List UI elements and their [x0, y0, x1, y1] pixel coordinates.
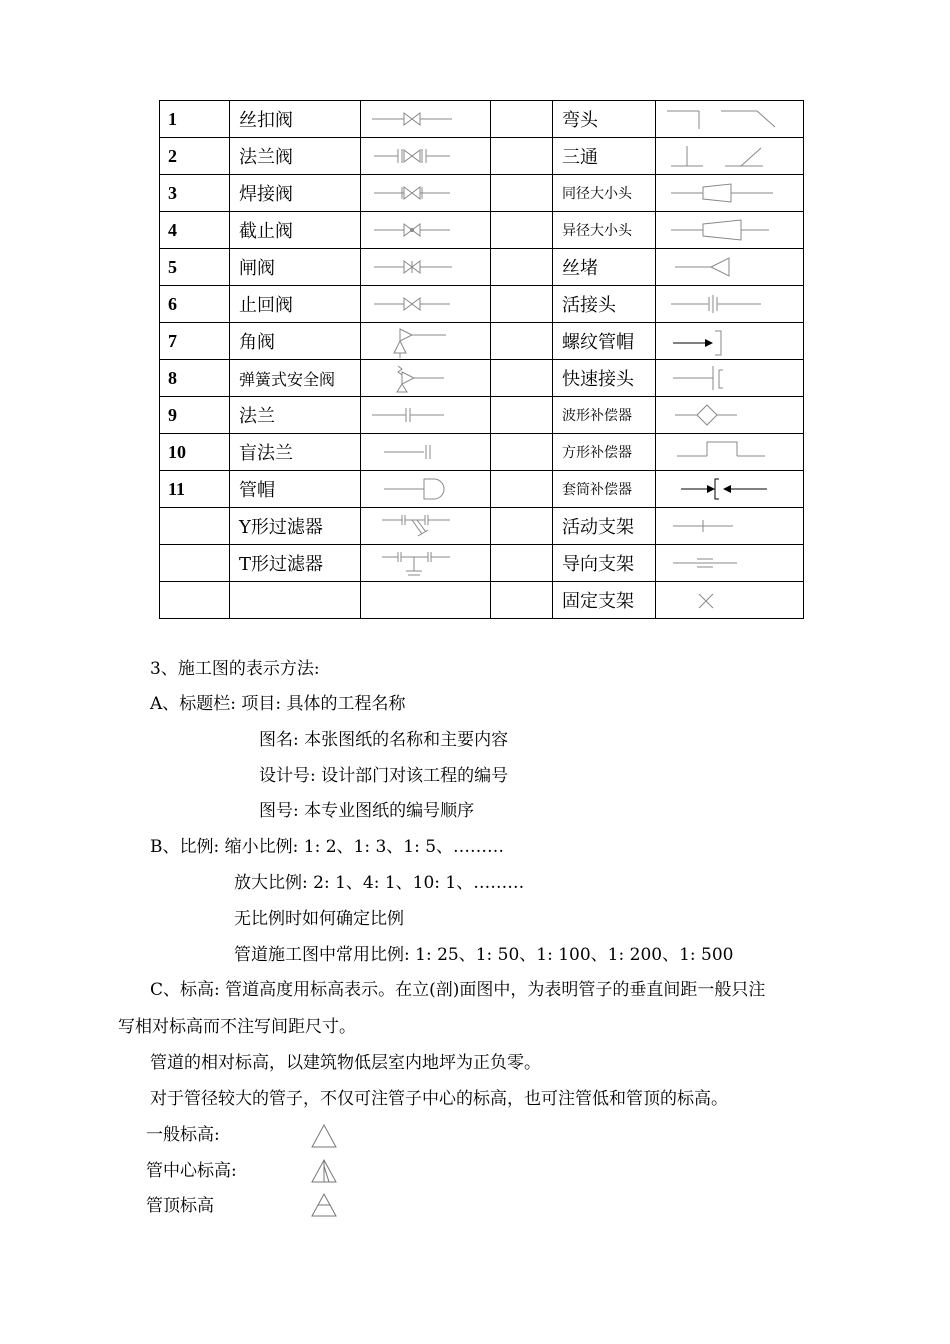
- right-symbol-name: 异径大小头: [553, 212, 656, 249]
- empty-cell: [491, 508, 553, 545]
- right-symbol-name: 丝堵: [553, 249, 656, 286]
- title-block-drawing-no: 图号: 本专业图纸的编号顺序: [259, 801, 475, 821]
- sliding-support-icon: [657, 508, 803, 544]
- row-number: 5: [160, 249, 230, 286]
- empty-cell: [491, 434, 553, 471]
- symbol-table-row: [160, 545, 804, 582]
- pipe-symbol-table: [159, 100, 804, 619]
- left-symbol-name: 丝扣阀: [230, 101, 361, 138]
- right-symbol-name: 快速接头: [553, 360, 656, 397]
- union-icon: [657, 286, 803, 322]
- square-compensator-icon: [657, 434, 803, 470]
- row-number: 2: [160, 138, 230, 175]
- left-symbol-cell: [361, 212, 491, 249]
- scale-common: 管道施工图中常用比例: 1: 25、1: 50、1: 100、1: 200、1: 500: [234, 945, 734, 965]
- title-block-item: A、标题栏: 项目: 具体的工程名称: [150, 694, 406, 714]
- left-symbol-cell: [361, 323, 491, 360]
- title-block-drawing-name: 图名: 本张图纸的名称和主要内容: [259, 730, 509, 750]
- right-symbol-name: 活动支架: [553, 508, 656, 545]
- check-valve-icon: [362, 286, 490, 322]
- row-number: 7: [160, 323, 230, 360]
- flange-icon: [362, 397, 490, 433]
- left-symbol-cell: [361, 582, 491, 619]
- right-symbol-name: 导向支架: [553, 545, 656, 582]
- y-strainer-icon: [362, 508, 490, 544]
- right-symbol-cell: [656, 323, 804, 360]
- left-symbol-name: T形过滤器: [230, 545, 361, 582]
- empty-cell: [491, 397, 553, 434]
- right-symbol-name: 固定支架: [553, 582, 656, 619]
- left-symbol-cell: [361, 286, 491, 323]
- empty-cell: [491, 249, 553, 286]
- right-symbol-cell: [656, 138, 804, 175]
- right-symbol-cell: [656, 212, 804, 249]
- t-strainer-icon: [362, 545, 490, 581]
- right-symbol-cell: [656, 434, 804, 471]
- left-symbol-name: [230, 582, 361, 619]
- row-number: [160, 545, 230, 582]
- symbol-table-row: [160, 286, 804, 323]
- left-symbol-cell: [361, 545, 491, 582]
- left-symbol-name: 弹簧式安全阀: [230, 360, 361, 397]
- right-symbol-cell: [656, 360, 804, 397]
- empty-cell: [491, 582, 553, 619]
- symbol-table-row: [160, 397, 804, 434]
- symbol-table-row: [160, 508, 804, 545]
- left-symbol-cell: [361, 249, 491, 286]
- title-block-design-no: 设计号: 设计部门对该工程的编号: [259, 766, 509, 786]
- empty-cell: [491, 360, 553, 397]
- symbol-table-row: [160, 212, 804, 249]
- concentric-reducer-icon: [657, 175, 803, 211]
- elevation-large-pipe: 对于管径较大的管子，不仅可注管子中心的标高，也可注管低和管顶的标高。: [150, 1089, 728, 1109]
- empty-cell: [491, 323, 553, 360]
- elevation-para-line1: C、标高: 管道高度用标高表示。在立(剖)面图中，为表明管子的垂直间距一般只注: [150, 980, 766, 1000]
- left-symbol-name: 法兰阀: [230, 138, 361, 175]
- safety-valve-icon: [362, 360, 490, 396]
- right-symbol-cell: [656, 471, 804, 508]
- flanged-valve-icon: [362, 138, 490, 174]
- right-symbol-cell: [656, 397, 804, 434]
- row-number: 3: [160, 175, 230, 212]
- right-symbol-name: 螺纹管帽: [553, 323, 656, 360]
- symbol-table-row: [160, 249, 804, 286]
- row-number: 8: [160, 360, 230, 397]
- left-symbol-name: 盲法兰: [230, 434, 361, 471]
- left-symbol-name: 焊接阀: [230, 175, 361, 212]
- section-heading: 3、施工图的表示方法:: [150, 659, 320, 679]
- row-number: 11: [160, 471, 230, 508]
- symbol-table-row: [160, 471, 804, 508]
- guide-support-icon: [657, 545, 803, 581]
- row-number: 1: [160, 101, 230, 138]
- right-symbol-name: 波形补偿器: [553, 397, 656, 434]
- right-symbol-cell: [656, 101, 804, 138]
- left-symbol-name: 止回阀: [230, 286, 361, 323]
- symbol-table-row: [160, 434, 804, 471]
- quick-coupling-icon: [657, 360, 803, 396]
- empty-cell: [491, 101, 553, 138]
- left-symbol-cell: [361, 175, 491, 212]
- bellows-compensator-icon: [657, 397, 803, 433]
- empty-cell: [491, 138, 553, 175]
- scale-enlargement: 放大比例: 2: 1、4: 1、10: 1、………: [234, 873, 525, 893]
- symbol-table-row: [160, 175, 804, 212]
- threaded-cap-icon: [657, 323, 803, 359]
- empty-cell: [491, 212, 553, 249]
- left-symbol-name: 法兰: [230, 397, 361, 434]
- empty-cell: [491, 471, 553, 508]
- elevation-relative-zero: 管道的相对标高，以建筑物低层室内地坪为正负零。: [150, 1053, 541, 1073]
- welded-valve-icon: [362, 175, 490, 211]
- left-symbol-cell: [361, 101, 491, 138]
- left-symbol-cell: [361, 508, 491, 545]
- angle-valve-icon: [362, 323, 490, 359]
- center-elevation-icon: [309, 1157, 339, 1185]
- empty-cell: [491, 286, 553, 323]
- plug-icon: [657, 249, 803, 285]
- symbol-table-row: [160, 360, 804, 397]
- tee-icon: [657, 138, 803, 174]
- symbol-table-row: [160, 582, 804, 619]
- right-symbol-name: 同径大小头: [553, 175, 656, 212]
- globe-valve-icon: [362, 212, 490, 248]
- blind-flange-icon: [362, 434, 490, 470]
- right-symbol-name: 套筒补偿器: [553, 471, 656, 508]
- left-symbol-name: 截止阀: [230, 212, 361, 249]
- gate-valve-icon: [362, 249, 490, 285]
- elevation-center-label: 管中心标高:: [146, 1161, 237, 1181]
- right-symbol-cell: [656, 582, 804, 619]
- symbol-table-row: [160, 323, 804, 360]
- elevation-top-label: 管顶标高: [146, 1196, 214, 1216]
- right-symbol-cell: [656, 175, 804, 212]
- empty-cell: [491, 175, 553, 212]
- general-elevation-icon: [309, 1122, 339, 1150]
- left-symbol-name: 角阀: [230, 323, 361, 360]
- fixed-support-icon: [657, 582, 803, 618]
- row-number: 6: [160, 286, 230, 323]
- symbol-table-row: [160, 101, 804, 138]
- row-number: 4: [160, 212, 230, 249]
- left-symbol-cell: [361, 397, 491, 434]
- row-number: 9: [160, 397, 230, 434]
- row-number: [160, 508, 230, 545]
- right-symbol-name: 方形补偿器: [553, 434, 656, 471]
- elevation-para-line2: 写相对标高而不注写间距尺寸。: [118, 1017, 356, 1037]
- top-elevation-icon: [309, 1191, 339, 1219]
- empty-cell: [491, 545, 553, 582]
- right-symbol-name: 活接头: [553, 286, 656, 323]
- right-symbol-name: 三通: [553, 138, 656, 175]
- eccentric-reducer-icon: [657, 212, 803, 248]
- left-symbol-cell: [361, 471, 491, 508]
- sleeve-compensator-icon: [657, 471, 803, 507]
- elbow-icon: [657, 101, 803, 137]
- threaded-valve-icon: [362, 101, 490, 137]
- right-symbol-cell: [656, 249, 804, 286]
- left-symbol-cell: [361, 360, 491, 397]
- right-symbol-name: 弯头: [553, 101, 656, 138]
- row-number: 10: [160, 434, 230, 471]
- left-symbol-name: 管帽: [230, 471, 361, 508]
- symbol-table-row: [160, 138, 804, 175]
- right-symbol-cell: [656, 545, 804, 582]
- left-symbol-name: Y形过滤器: [230, 508, 361, 545]
- left-symbol-name: 闸阀: [230, 249, 361, 286]
- row-number: [160, 582, 230, 619]
- left-symbol-cell: [361, 434, 491, 471]
- right-symbol-cell: [656, 508, 804, 545]
- left-symbol-cell: [361, 138, 491, 175]
- right-symbol-cell: [656, 286, 804, 323]
- elevation-general-label: 一般标高:: [146, 1125, 220, 1145]
- pipe-cap-icon: [362, 471, 490, 507]
- scale-none: 无比例时如何确定比例: [234, 909, 404, 929]
- scale-reduction: B、比例: 缩小比例: 1: 2、1: 3、1: 5、………: [150, 837, 505, 857]
